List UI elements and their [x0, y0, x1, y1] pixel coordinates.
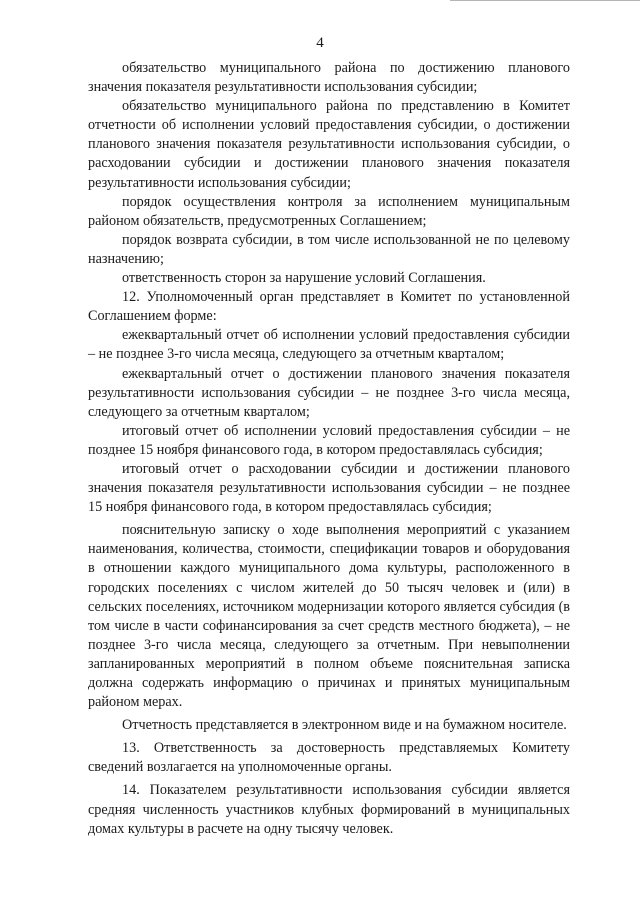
paragraph-obligation-target-value: обязательство муниципального района по достижению планового значения показателя результативности использования субсидии; — [88, 60, 570, 96]
header-rule — [450, 0, 640, 1]
document-body — [88, 59, 570, 839]
paragraph-reporting-format: Отчетность представляется в электронном виде и на бумажном носителе. — [122, 717, 567, 734]
paragraph-quarterly-target-report: ежеквартальный отчет о достижении планового значения показателя результативности использования субсидии – не позднее 3-го числа месяца, следующего за отчетным кварталом; — [88, 365, 570, 420]
paragraph-clause-13: 13. Ответственность за достоверность представляемых Комитету сведений возлагается на уполномоченные органы. — [88, 740, 570, 776]
paragraph-final-spending-report: итоговый отчет о расходовании субсидии и достижении планового значения показателя результативности использования субсидии – не позднее 15 ноября финансового года, в котором предоставлялась субсидия; — [88, 460, 570, 516]
page-number: 4 — [316, 35, 324, 51]
paragraph-explanatory-note: пояснительную записку о ходе выполнения мероприятий с указанием наименования, количества, стоимости, спецификации товаров и оборудования в отношении каждого муниципального дома культуры, расположенного в городских поселениях с числом жителей до 50 тысяч человек и (или) в сельских поселениях, источником модернизации которого является субсидия (в том числе в части софинансирования за счет средств местного бюджета), – не позднее 3-го числа месяца, следующего за отчетным. При невыполнении запланированных мероприятий в полном объеме пояснительная записка должна содержать информацию о причинах и принятых муниципальным районом мерах. — [88, 522, 570, 711]
paragraph-final-conditions-report: итоговый отчет об исполнении условий предоставления субсидии – не позднее 15 ноября финансового года, в котором предоставлялась субсидия; — [88, 422, 570, 458]
paragraph-refund-procedure: порядок возврата субсидии, в том числе использованной не по целевому назначению; — [88, 231, 570, 267]
paragraph-clause-12: 12. Уполномоченный орган представляет в Комитет по установленной Соглашением форме: — [88, 289, 570, 325]
paragraph-obligation-reporting: обязательство муниципального района по представлению в Комитет отчетности об исполнении условий предоставления субсидии, о достижении планового значения показателя результативности использования субсидии, о расходовании субсидии и достижении планового значения показателя результативности использования субсидии; — [88, 98, 570, 191]
paragraph-quarterly-conditions-report: ежеквартальный отчет об исполнении условий предоставления субсидии – не позднее 3-го числа месяца, следующего за отчетным кварталом; — [88, 327, 570, 363]
paragraph-liability: ответственность сторон за нарушение условий Соглашения. — [122, 270, 486, 287]
paragraph-control-procedure: порядок осуществления контроля за исполнением муниципальным районом обязательств, предусмотренных Соглашением; — [88, 193, 570, 229]
paragraph-clause-14: 14. Показателем результативности использования субсидии является средняя численность участников клубных формирований в муниципальных домах культуры в расчете на одну тысячу человек. — [88, 782, 570, 837]
